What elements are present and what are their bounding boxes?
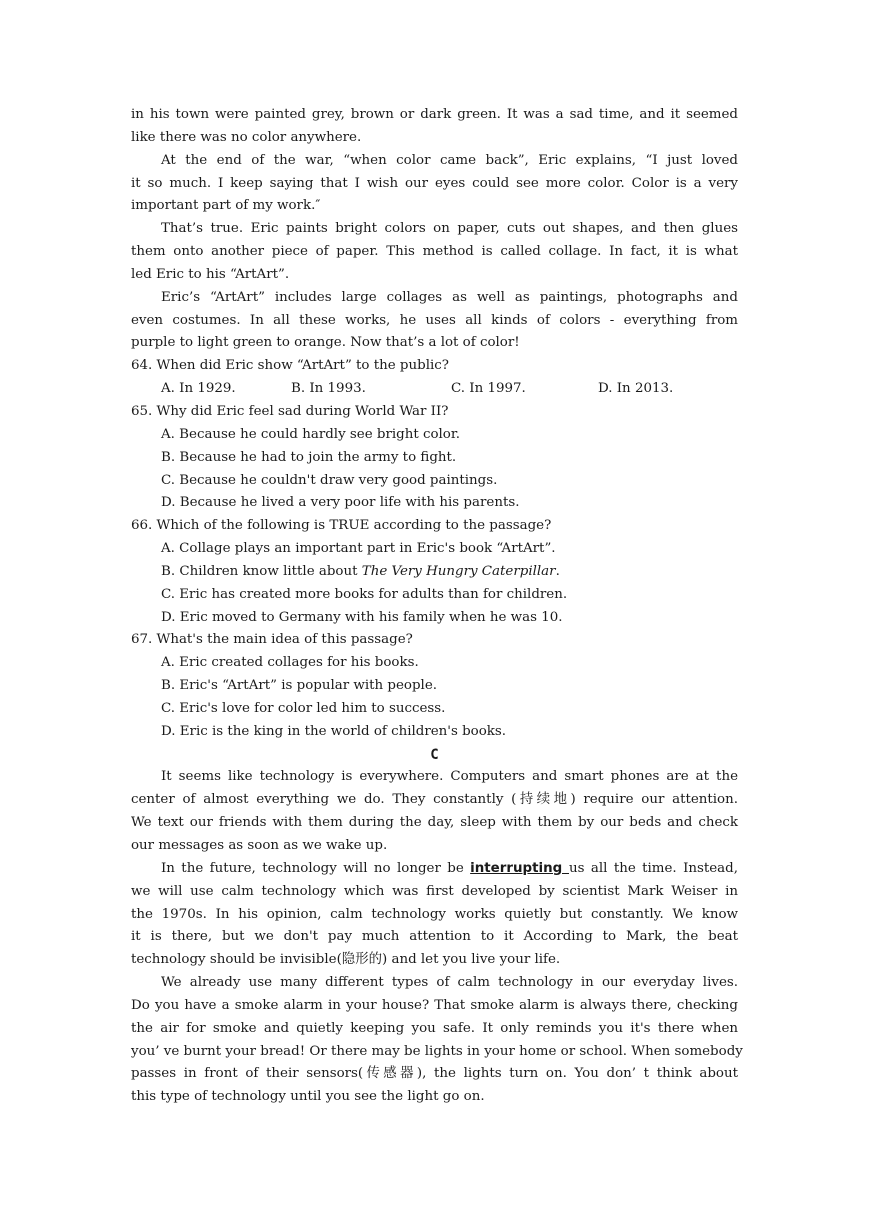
question-64-option-c: C. In 1997. <box>451 381 526 397</box>
passage-line: passes in front of their sensors(传感器), the lights turn on. You don’ t think about <box>131 1066 738 1082</box>
question-64-options <box>131 378 738 401</box>
question-65-option-c: C. Because he couldn't draw very good paintings. <box>161 472 498 488</box>
text-span: In the future, technology will no longer be <box>161 860 471 876</box>
question-64-option-a: A. In 1929. <box>161 381 236 397</box>
passage-line: our messages as soon as we wake up. <box>131 838 388 853</box>
question-64-stem: 64. When did Eric show “ArtArt” to the public? <box>131 358 449 374</box>
passage-line: this type of technology until you see the light go on. <box>131 1089 485 1105</box>
passage-line: Eric’s “ArtArt” includes large collages as well as paintings, photographs and <box>161 289 738 305</box>
question-67-option-b: B. Eric's “ArtArt” is popular with people. <box>161 678 438 694</box>
passage-line <box>131 858 738 881</box>
question-66-option-c: C. Eric has created more books for adults than for children. <box>161 586 568 602</box>
passage-line: them onto another piece of paper. This method is called collage. In fact, it is what <box>131 244 738 260</box>
passage-line: That’s true. Eric paints bright colors on paper, cuts out shapes, and then glues <box>161 221 738 237</box>
question-65-option-a: A. Because he could hardly see bright color. <box>161 426 461 442</box>
question-67-option-d: D. Eric is the king in the world of children's books. <box>161 723 507 739</box>
question-66-option-d: D. Eric moved to Germany with his family when he was 10. <box>161 609 563 625</box>
passage-line: center of almost everything we do. They constantly (持续地) require our attention. <box>131 792 738 808</box>
passage-line: purple to light green to orange. Now that’s a lot of color! <box>131 335 520 351</box>
question-65-option-d: D. Because he lived a very poor life with his parents. <box>161 495 520 511</box>
passage-line: At the end of the war, “when color came back”, Eric explains, “I just loved <box>161 152 738 168</box>
book-title: The Very Hungry Caterpillar <box>361 563 556 579</box>
option-b-period: . <box>555 563 560 579</box>
question-67-option-a: A. Eric created collages for his books. <box>161 655 419 671</box>
question-66-option-b <box>131 561 738 584</box>
passage-line: like there was no color anywhere. <box>131 129 362 145</box>
question-67-option-c: C. Eric's love for color led him to success. <box>161 700 446 716</box>
underlined-word: interrupting <box>470 860 569 876</box>
passage-line: technology should be invisible(隐形的) and let you live your life. <box>131 952 561 968</box>
passage-line: Do you have a smoke alarm in your house? That smoke alarm is always there, checking <box>131 997 738 1013</box>
passage-line: the air for smoke and quietly keeping you safe. It only reminds you it's there when <box>131 1020 738 1036</box>
passage-line: it is there, but we don't pay much attention to it According to Mark, the beat <box>131 929 738 945</box>
passage-line: even costumes. In all these works, he uses all kinds of colors - everything from <box>131 312 738 328</box>
passage-line: We text our friends with them during the day, sleep with them by our beds and check <box>131 815 738 831</box>
passage-line: it so much. I keep saying that I wish our eyes could see more color. Color is a very <box>131 175 738 191</box>
passage-line: you’ ve burnt your bread! Or there may be lights in your home or school. When somebody <box>131 1043 743 1059</box>
question-66-option-a: A. Collage plays an important part in Eric's book “ArtArt”. <box>161 541 556 557</box>
section-heading: C <box>430 746 439 763</box>
question-64-option-b: B. In 1993. <box>291 381 366 397</box>
passage-line: led Eric to his “ArtArt”. <box>131 266 290 282</box>
question-65-stem: 65. Why did Eric feel sad during World War II? <box>131 403 449 419</box>
passage-line: We already use many different types of calm technology in our everyday lives. <box>161 975 738 991</box>
passage-line: we will use calm technology which was first developed by scientist Mark Weiser in <box>131 883 738 899</box>
passage-line: in his town were painted grey, brown or dark green. It was a sad time, and it seemed <box>131 107 738 122</box>
text-span: us all the time. Instead, <box>568 860 738 876</box>
question-64-option-d: D. In 2013. <box>598 381 674 397</box>
question-66-stem: 66. Which of the following is TRUE according to the passage? <box>131 518 552 534</box>
option-b-text: B. Children know little about <box>161 563 362 579</box>
question-65-option-b: B. Because he had to join the army to fight. <box>161 449 457 465</box>
passage-line: the 1970s. In his opinion, calm technology works quietly but constantly. We know <box>131 906 738 922</box>
page-content <box>131 104 743 1109</box>
question-67-stem: 67. What's the main idea of this passage? <box>131 632 413 648</box>
passage-line: It seems like technology is everywhere. Computers and smart phones are at the <box>161 769 738 785</box>
passage-line: important part of my work.″ <box>131 198 321 214</box>
